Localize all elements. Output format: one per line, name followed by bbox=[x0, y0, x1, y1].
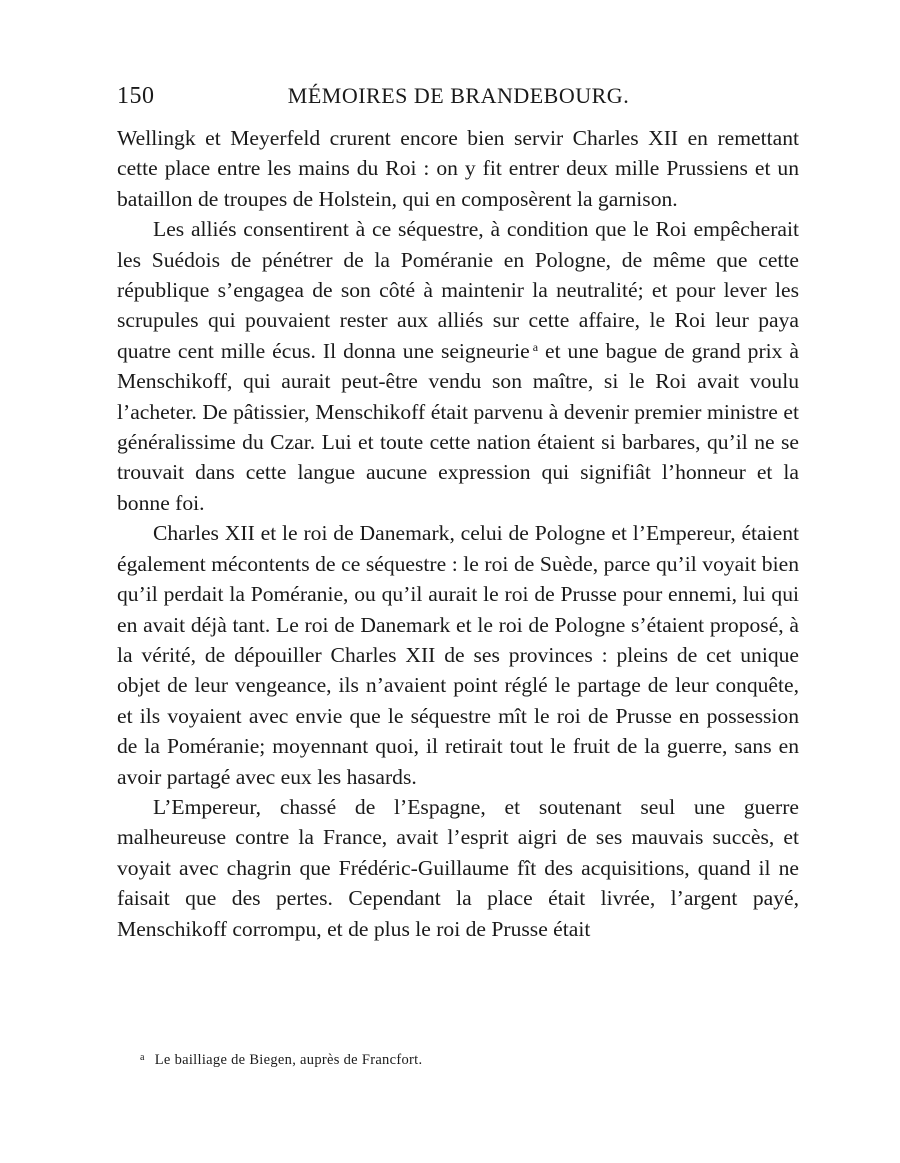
page-number: 150 bbox=[117, 83, 155, 109]
paragraph-2-text-after: et une bague de grand prix à Menschikoff, qui aurait peut-être vendu son maître, si le Roi avait voulu l’acheter. De pâtissier, Menschikoff était parvenu à devenir premier ministre et généralissime du Czar. Lui et toute cette nation étaient si barbares, qu’il ne se trouvait dans cette langue aucune expression qui signifiât l’honneur et la bonne foi. bbox=[117, 338, 799, 515]
paragraph-4: L’Empereur, chassé de l’Espagne, et soutenant seul une guerre malheureuse contre la France, avait l’esprit aigri de ses mauvais succès, et voyait avec chagrin que Frédéric-Guillaume fît des acquisitions, quand il ne faisait que des pertes. Cependant la place était livrée, l’argent payé, Menschikoff corrompu, et de plus le roi de Prusse était bbox=[117, 794, 799, 941]
footnote-mark: a bbox=[140, 1052, 145, 1063]
footnote bbox=[140, 1052, 422, 1069]
running-head: MÉMOIRES DE BRANDEBOURG. bbox=[287, 83, 630, 108]
body-text bbox=[117, 123, 799, 944]
page-header bbox=[117, 83, 800, 115]
paragraph-2-text-before: Les alliés consentirent à ce séquestre, à condition que le Roi empêcherait les Suédois de pénétrer de la Poméranie en Pologne, de même que cette république s’engagea de son côté à maintenir la neutralité; et pour lever les scrupules qui pouvaient rester aux alliés sur cette affaire, le Roi leur paya quatre cent mille écus. Il donna une seigneurie bbox=[117, 217, 799, 363]
paragraph-3: Charles XII et le roi de Danemark, celui de Pologne et l’Empereur, étaient également mécontents de ce séquestre : le roi de Suède, parce qu’il voyait bien qu’il perdait la Poméranie, ou qu’il aurait le roi de Prusse pour ennemi, lui qui en avait déjà tant. Le roi de Danemark et le roi de Pologne s’étaient proposé, à la vérité, de dépouiller Charles XII de ses provinces : pleins de cet unique objet de leur vengeance, ils n’avaient point réglé le partage de leur conquête, et ils voyaient avec envie que le séquestre mît le roi de Prusse en possession de la Poméranie; moyennant quoi, il retirait tout le fruit de la guerre, sans en avoir partagé avec eux les hasards. bbox=[117, 521, 799, 789]
paragraph-1: Wellingk et Meyerfeld crurent encore bien servir Charles XII en remettant cette place entre les mains du Roi : on y fit entrer deux mille Prussiens et un bataillon de troupes de Holstein, qui en composèrent la garnison. bbox=[117, 126, 799, 211]
footnote-reference: a bbox=[532, 339, 539, 354]
paragraph-2 bbox=[117, 214, 799, 518]
footnote-text: Le bailliage de Biegen, auprès de Francfort. bbox=[154, 1052, 423, 1068]
